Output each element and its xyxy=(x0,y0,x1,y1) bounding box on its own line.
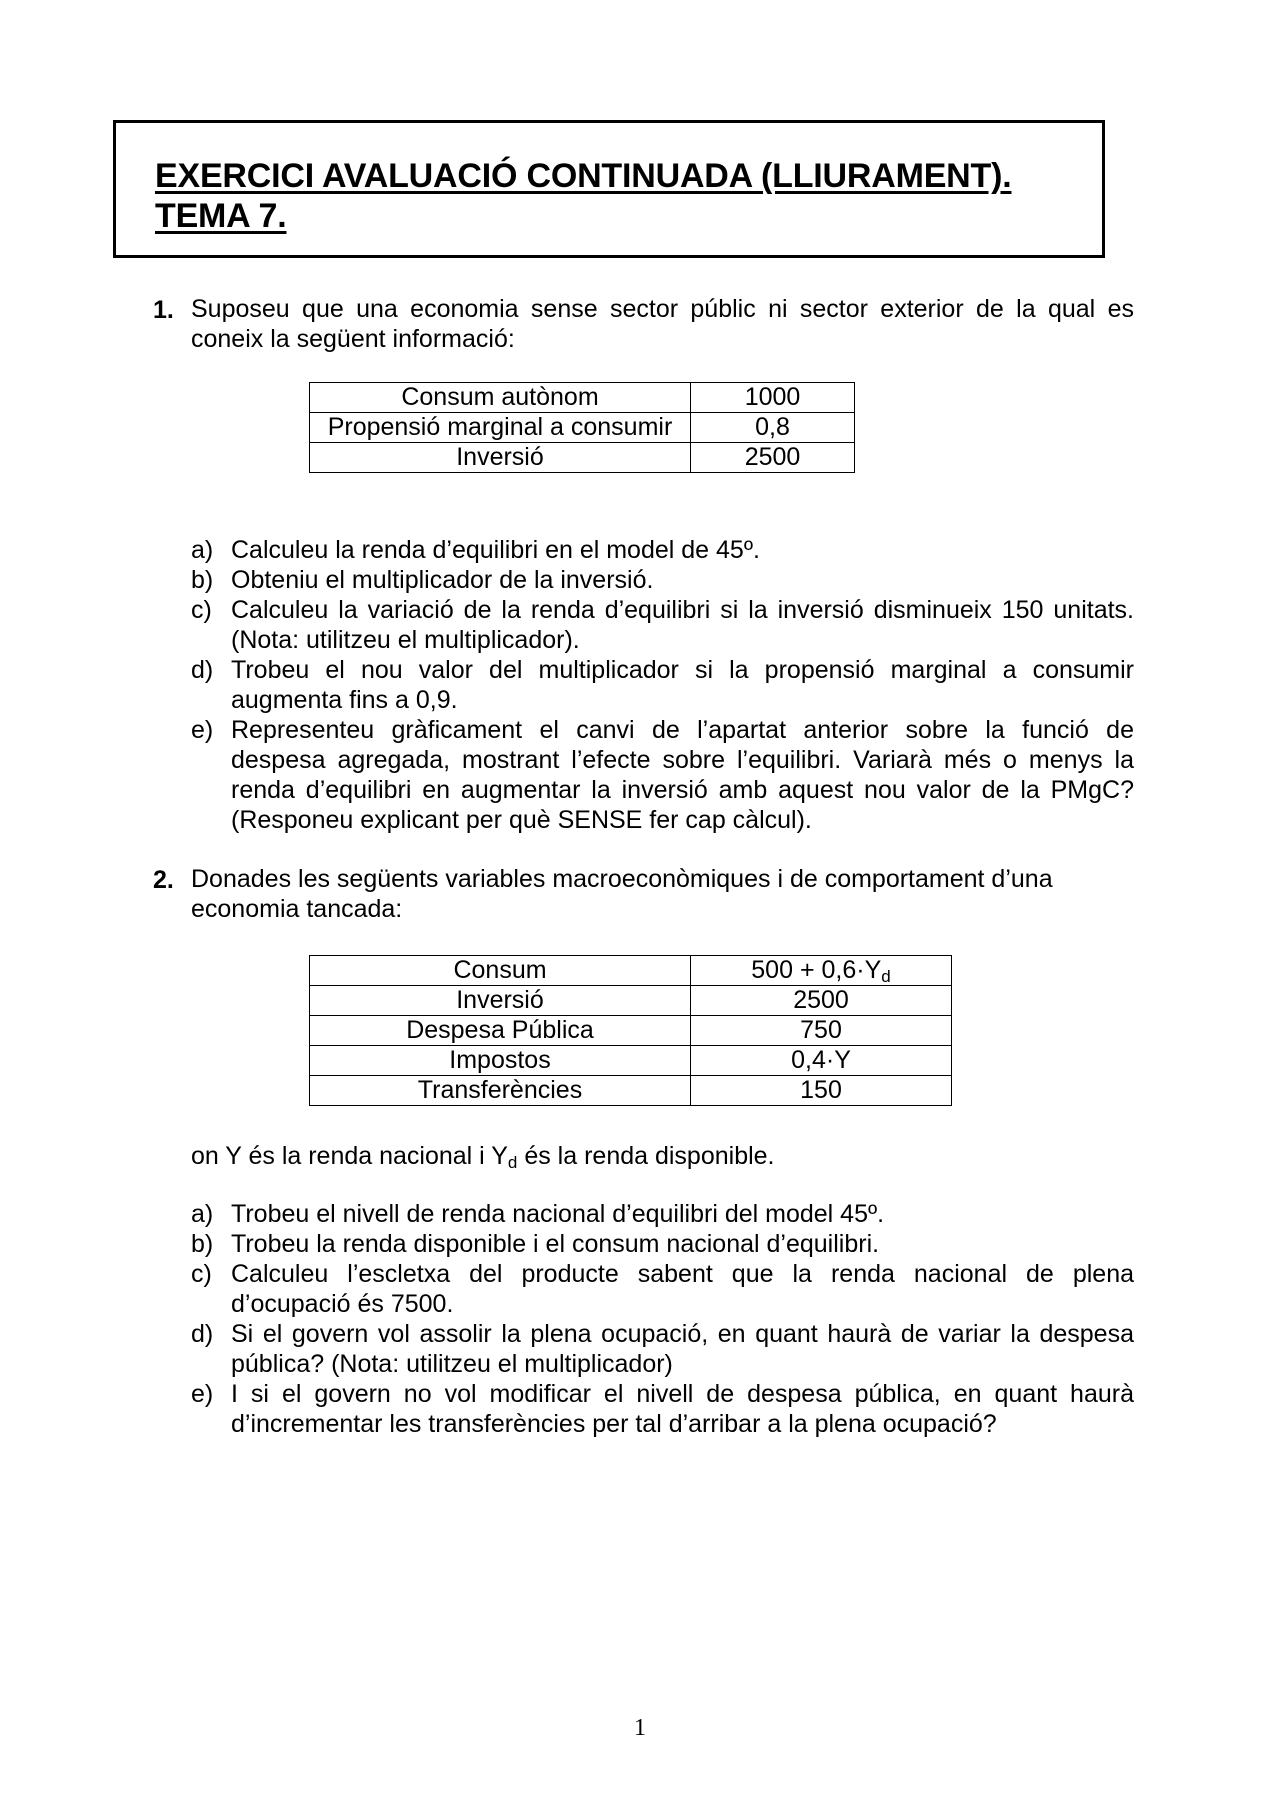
question-2-table xyxy=(309,955,952,1106)
item-label: c) xyxy=(191,596,212,624)
item-text: renda d’equilibri en augmentar la inversió amb aquest nou valor de la PMgC? xyxy=(231,776,1134,804)
item-label: e) xyxy=(191,716,214,744)
item-text: Calculeu la variació de la renda d’equilibri si la inversió disminueix 150 unitats. xyxy=(231,596,1134,624)
question-1-items xyxy=(191,535,1134,835)
item-text: Calculeu la renda d’equilibri en el model de 45º. xyxy=(231,536,760,564)
intro-line: coneix la següent informació: xyxy=(191,325,515,353)
item-text: Trobeu el nivell de renda nacional d’equilibri del model 45º. xyxy=(231,1200,885,1228)
item-text: augmenta fins a 0,9. xyxy=(231,686,458,714)
table-cell-value xyxy=(691,956,952,986)
table-row xyxy=(310,443,855,473)
document-subtitle: TEMA 7. xyxy=(155,197,287,235)
item-text: Trobeu la renda disponible i el consum nacional d’equilibri. xyxy=(231,1230,880,1258)
list-item xyxy=(191,655,1134,715)
intro-line: Suposeu que una economia sense sector públic ni sector exterior de la qual es xyxy=(191,295,1134,323)
item-text: I si el govern no vol modificar el nivell de despesa pública, en quant haurà xyxy=(231,1380,1134,1408)
item-text: Obteniu el multiplicador de la inversió. xyxy=(231,566,654,594)
list-item xyxy=(191,1319,1134,1379)
table-cell-value: 150 xyxy=(691,1076,952,1106)
table-cell-value: 750 xyxy=(691,1016,952,1046)
item-text: pública? (Nota: utilitzeu el multiplicador) xyxy=(231,1350,673,1378)
note-text: on Y és la renda nacional i Y xyxy=(191,1142,508,1170)
table-row xyxy=(310,1016,952,1046)
item-text: d’incrementar les transferències per tal d’arribar a la plena ocupació? xyxy=(231,1410,997,1438)
question-1-intro xyxy=(191,294,1134,354)
item-text: (Responeu explicant per què SENSE fer cap càlcul). xyxy=(231,806,812,834)
list-item xyxy=(191,1259,1134,1319)
item-text: (Nota: utilitzeu el multiplicador). xyxy=(231,626,580,654)
item-label: d) xyxy=(191,1320,214,1348)
item-label: b) xyxy=(191,566,214,594)
list-item xyxy=(191,1379,1134,1439)
question-2-number: 2. xyxy=(153,866,174,894)
table-cell-value: 1000 xyxy=(691,383,855,413)
table-cell-value: 0,8 xyxy=(691,413,855,443)
list-item xyxy=(191,595,1134,655)
table-cell-label: Despesa Pública xyxy=(310,1016,691,1046)
table-row xyxy=(310,956,952,986)
item-label: b) xyxy=(191,1230,214,1258)
table-cell-value: 0,4·Y xyxy=(691,1046,952,1076)
question-2-note xyxy=(191,1141,1134,1171)
title-box xyxy=(113,120,1105,258)
question-1-number: 1. xyxy=(153,296,174,324)
list-item xyxy=(191,565,1134,595)
question-1-table xyxy=(309,382,855,473)
page-number: 1 xyxy=(634,1715,646,1741)
table-row xyxy=(310,986,952,1016)
table-row xyxy=(310,413,855,443)
list-item xyxy=(191,715,1134,835)
table-cell-label: Transferències xyxy=(310,1076,691,1106)
item-label: c) xyxy=(191,1260,212,1288)
item-label: a) xyxy=(191,536,214,564)
table-cell-value: 2500 xyxy=(691,443,855,473)
item-text: Calculeu l’escletxa del producte sabent que la renda nacional de plena xyxy=(231,1260,1134,1288)
list-item xyxy=(191,1199,1134,1229)
item-label: e) xyxy=(191,1380,214,1408)
question-2-items xyxy=(191,1199,1134,1439)
item-text: Si el govern vol assolir la plena ocupació, en quant haurà de variar la despesa xyxy=(231,1320,1134,1348)
table-cell-value-text: 500 + 0,6·Y xyxy=(751,956,882,984)
subscript: d xyxy=(507,1153,518,1172)
table-cell-label: Inversió xyxy=(310,986,691,1016)
subscript: d xyxy=(881,967,891,986)
item-text: Trobeu el nou valor del multiplicador si la propensió marginal a consumir xyxy=(231,656,1134,684)
table-row xyxy=(310,1046,952,1076)
table-row xyxy=(310,383,855,413)
list-item xyxy=(191,535,1134,565)
intro-line: economia tancada: xyxy=(191,895,403,923)
intro-line: Donades les següents variables macroeconòmiques i de comportament d’una xyxy=(191,865,1053,893)
item-text: despesa agregada, mostrant l’efecte sobre l’equilibri. Variarà més o menys la xyxy=(231,746,1134,774)
note-text: és la renda disponible. xyxy=(517,1142,775,1170)
item-label: a) xyxy=(191,1200,214,1228)
table-row xyxy=(310,1076,952,1106)
item-text: Representeu gràficament el canvi de l’apartat anterior sobre la funció de xyxy=(231,716,1134,744)
table-cell-label: Impostos xyxy=(310,1046,691,1076)
table-cell-label: Propensió marginal a consumir xyxy=(310,413,691,443)
table-cell-label: Consum xyxy=(310,956,691,986)
item-text: d’ocupació és 7500. xyxy=(231,1290,454,1318)
question-2-intro xyxy=(191,864,1134,924)
document-title: EXERCICI AVALUACIÓ CONTINUADA (LLIURAMENT). xyxy=(155,157,1012,195)
item-label: d) xyxy=(191,656,214,684)
table-cell-label: Consum autònom xyxy=(310,383,691,413)
list-item xyxy=(191,1229,1134,1259)
table-cell-label: Inversió xyxy=(310,443,691,473)
table-cell-value: 2500 xyxy=(691,986,952,1016)
